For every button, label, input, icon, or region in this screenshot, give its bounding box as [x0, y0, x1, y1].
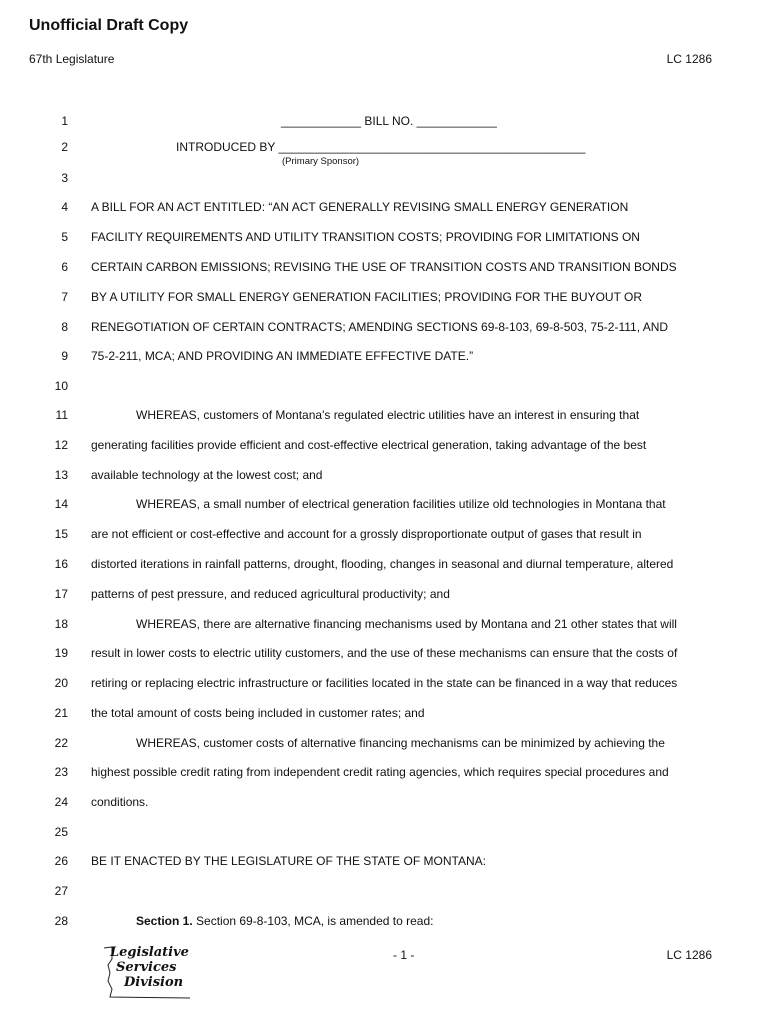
bill-title-line: 75-2-211, MCA; AND PROVIDING AN IMMEDIATE EFFECTIVE DATE.” [91, 349, 474, 363]
whereas-line: retiring or replacing electric infrastructure or facilities located in the state can be financed in a way that reduces [91, 676, 678, 690]
whereas-line: WHEREAS, a small number of electrical generation facilities utilize old technologies in Montana that [136, 497, 666, 511]
logo-line: Division [124, 975, 184, 990]
section-label: Section 1. [136, 914, 193, 928]
bill-title-line: CERTAIN CARBON EMISSIONS; REVISING THE USE OF TRANSITION COSTS AND TRANSITION BONDS [91, 260, 677, 274]
line-number: 15 [54, 527, 68, 541]
lc-number-bottom: LC 1286 [666, 948, 712, 962]
legislative-services-logo [98, 945, 192, 1001]
introduced-by-line: INTRODUCED BY ______________________________________________ [176, 140, 586, 154]
whereas-line: available technology at the lowest cost; and [91, 468, 323, 482]
line-number: 7 [61, 290, 68, 304]
line-number: 10 [54, 379, 68, 393]
line-number: 25 [54, 825, 68, 839]
line-number: 20 [54, 676, 68, 690]
bill-number-line: ____________ BILL NO. ____________ [281, 114, 497, 128]
logo-line: Legislative [110, 945, 189, 960]
line-number: 5 [61, 230, 68, 244]
draft-title: Unofficial Draft Copy [29, 17, 189, 34]
whereas-line: WHEREAS, there are alternative financing mechanisms used by Montana and 21 other states that will [136, 617, 677, 631]
whereas-line: patterns of pest pressure, and reduced agricultural productivity; and [91, 587, 450, 601]
line-number: 9 [61, 349, 68, 363]
whereas-line: are not efficient or cost-effective and account for a grossly disproportionate output of gases that result in [91, 527, 642, 541]
line-number: 14 [54, 497, 68, 511]
enacting-clause: BE IT ENACTED BY THE LEGISLATURE OF THE STATE OF MONTANA: [91, 854, 486, 868]
line-number: 23 [54, 765, 68, 779]
line-number: 19 [54, 646, 68, 660]
section-heading-line [136, 914, 756, 928]
primary-sponsor-caption: (Primary Sponsor) [282, 156, 360, 167]
bill-title-line: FACILITY REQUIREMENTS AND UTILITY TRANSITION COSTS; PROVIDING FOR LIMITATIONS ON [91, 230, 640, 244]
line-number: 22 [54, 736, 68, 750]
whereas-line: conditions. [91, 795, 149, 809]
line-number: 26 [54, 854, 68, 868]
whereas-line: WHEREAS, customer costs of alternative financing mechanisms can be minimized by achieving the [136, 736, 665, 750]
line-number: 11 [55, 408, 68, 422]
logo-wordmark [98, 945, 192, 990]
line-number: 4 [61, 200, 68, 214]
whereas-line: distorted iterations in rainfall patterns, drought, flooding, changes in seasonal and diurnal temperature, altered [91, 557, 674, 571]
bill-title-line: A BILL FOR AN ACT ENTITLED: “AN ACT GENERALLY REVISING SMALL ENERGY GENERATION [91, 200, 629, 214]
bill-title-line: RENEGOTIATION OF CERTAIN CONTRACTS; AMENDING SECTIONS 69-8-103, 69-8-503, 75-2-111, AND [91, 320, 669, 334]
line-number: 2 [61, 140, 68, 154]
line-number: 28 [54, 914, 68, 928]
line-number: 18 [54, 617, 68, 631]
line-number: 21 [54, 706, 68, 720]
bill-title-line: BY A UTILITY FOR SMALL ENERGY GENERATION FACILITIES; PROVIDING FOR THE BUYOUT OR [91, 290, 643, 304]
logo-line: Services [116, 960, 177, 975]
line-number: 1 [61, 114, 68, 128]
page-number: - 1 - [393, 948, 415, 962]
whereas-line: WHEREAS, customers of Montana's regulated electric utilities have an interest in ensuring that [136, 408, 640, 422]
line-number: 24 [54, 795, 68, 809]
whereas-line: result in lower costs to electric utility customers, and the use of these mechanisms can ensure that the costs of [91, 646, 678, 660]
whereas-line: highest possible credit rating from independent credit rating agencies, which requires special procedures and [91, 765, 669, 779]
whereas-line: the total amount of costs being included in customer rates; and [91, 706, 425, 720]
line-number: 13 [54, 468, 68, 482]
whereas-line: generating facilities provide efficient and cost-effective electrical generation, taking advantage of the best [91, 438, 647, 452]
line-number: 16 [54, 557, 68, 571]
line-number: 17 [54, 587, 68, 601]
legislature-label: 67th Legislature [29, 52, 115, 66]
line-number: 8 [61, 320, 68, 334]
line-number: 27 [54, 884, 68, 898]
lc-number-top: LC 1286 [666, 52, 712, 66]
line-number: 12 [54, 438, 68, 452]
section-text: Section 69-8-103, MCA, is amended to read: [192, 914, 434, 928]
line-number: 6 [61, 260, 68, 274]
line-number: 3 [61, 171, 68, 185]
